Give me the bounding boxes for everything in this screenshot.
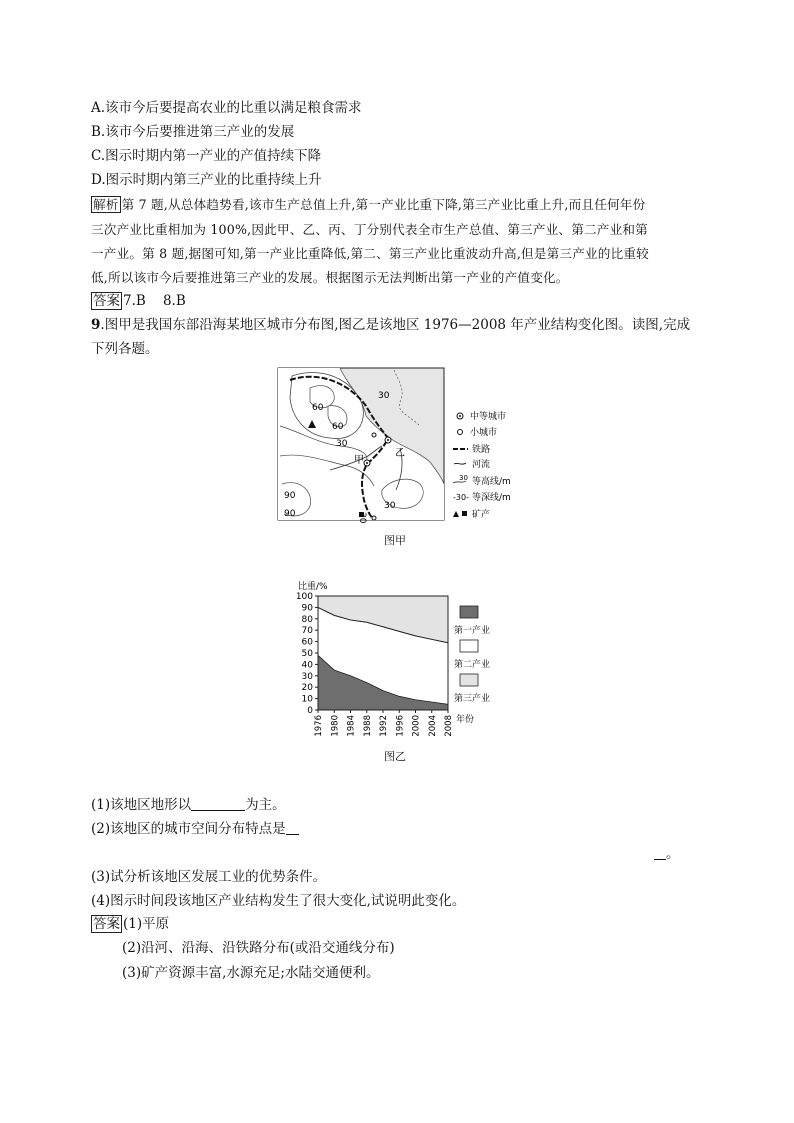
map-legend <box>453 410 511 520</box>
option-d: D.图示时期内第三产业的比重持续上升 <box>91 172 322 188</box>
option-a: A.该市今后要提高农业的比重以满足粮食需求 <box>91 100 362 116</box>
blank-2-end[interactable] <box>654 845 666 860</box>
legend-swatch <box>460 606 478 618</box>
small-city-marker <box>372 433 376 437</box>
question-2: (2)该地区的城市空间分布特点是 <box>91 820 299 838</box>
legend-swatch <box>460 674 478 686</box>
x-tick-label: 2008 <box>444 715 454 737</box>
y-tick-label: 70 <box>301 626 313 637</box>
question-4: (4)图示时间段该地区产业结构发生了很大变化,试说明此变化。 <box>91 893 466 909</box>
option-b: B.该市今后要推进第三产业的发展 <box>91 124 295 140</box>
chart-caption: 图乙 <box>384 750 406 763</box>
answer-7-8: 答案 7.B 8.B <box>93 293 186 309</box>
question-9-line-1: 9.图甲是我国东部沿海某地区城市分布图,图乙是该地区 1976—2008 年产业结构变化图。读图,完成 <box>91 317 691 333</box>
x-tick-label: 1984 <box>346 715 357 737</box>
svg-text:铁路: 铁路 <box>472 445 491 455</box>
explanation-line-1: 解析 第 7 题,从总体趋势看,该市生产总值上升,第一产业比重下降,第三产业比重上升,而且任何年份 <box>93 197 646 212</box>
city-label-jia: 甲 <box>354 455 364 466</box>
legend-label: 第三产业 <box>454 694 491 704</box>
contour-label: 90 <box>284 491 296 501</box>
x-tick-label: 2000 <box>411 715 422 737</box>
explanation-line-2: 三次产业比重相加为 100%,因此甲、乙、丙、丁分别代表全市生产总值、第三产业、第二产业和第 <box>91 222 648 237</box>
x-tick-label: 1992 <box>379 715 389 737</box>
explanation-line-3: 一产业。第 8 题,据图可知,第一产业比重降低,第二、第三产业比重波动升高,但是第三产业的比重较 <box>91 246 649 261</box>
blank-1[interactable] <box>191 796 245 811</box>
x-tick-label: 1980 <box>330 715 341 737</box>
option-c: C.图示时期内第一产业的产值持续下降 <box>91 148 322 164</box>
y-tick-label: 90 <box>301 603 313 614</box>
question-1: (1)该地区地形以 为主。 <box>91 797 286 813</box>
svg-text:矿产: 矿产 <box>472 510 491 520</box>
legend-swatch <box>460 640 478 652</box>
contour-label: 30 <box>336 439 348 449</box>
depth-label: 30 <box>378 391 390 401</box>
y-tick-label: 30 <box>301 671 313 682</box>
answer-9-1: 答案 (1)平原 <box>93 916 170 932</box>
map-caption: 图甲 <box>384 534 406 547</box>
small-city-marker <box>372 516 376 520</box>
legend-label: 第二产业 <box>454 660 491 670</box>
svg-text:等深线/m: 等深线/m <box>472 493 511 503</box>
industry-structure-chart <box>280 576 520 746</box>
city-label-yi: 乙 <box>395 448 405 459</box>
question-3: (3)试分析该地区发展工业的优势条件。 <box>91 869 327 885</box>
explanation-line-4: 低,所以该市今后要推进第三产业的发展。根据图示无法判断出第一产业的产值变化。 <box>91 270 569 285</box>
y-tick-label: 10 <box>301 694 313 705</box>
contour-label: 60 <box>332 422 344 432</box>
depth-label: 30 <box>357 512 367 524</box>
svg-text:河流: 河流 <box>472 460 491 470</box>
contour-label: 60 <box>312 403 324 413</box>
x-tick-label: 1988 <box>362 715 373 737</box>
map-figure <box>270 366 540 526</box>
question-9-line-2: 下列各题。 <box>91 341 159 357</box>
answer-tag: 答案 <box>93 916 120 932</box>
x-tick-label: 1996 <box>395 715 406 737</box>
answer-tag: 答案 <box>93 293 120 309</box>
answer-9-3: (3)矿产资源丰富,水源充足;水陆交通便利。 <box>122 965 380 981</box>
svg-text:-30-: -30- <box>453 493 469 502</box>
svg-text:30: 30 <box>459 474 468 482</box>
y-tick-label: 40 <box>301 660 313 671</box>
legend-label: 第一产业 <box>454 626 491 636</box>
y-tick-label: 100 <box>295 592 313 602</box>
explanation-tag: 解析 <box>93 197 119 212</box>
x-tick-label: 1976 <box>314 715 324 737</box>
contour-label: 30 <box>384 501 396 511</box>
y-tick-label: 80 <box>301 614 313 625</box>
svg-text:小城市: 小城市 <box>470 428 498 438</box>
contour-label: 90 <box>284 509 296 519</box>
y-tick-label: 0 <box>307 706 313 716</box>
svg-text:等高线/m: 等高线/m <box>472 477 511 487</box>
answer-9-2: (2)沿河、沿海、沿铁路分布(或沿交通线分布) <box>122 940 395 956</box>
svg-text:中等城市: 中等城市 <box>470 412 507 422</box>
blank-2-start[interactable] <box>286 820 299 835</box>
x-axis-label: 年份 <box>456 715 475 725</box>
y-tick-label: 60 <box>301 637 313 648</box>
y-tick-label: 50 <box>301 649 313 659</box>
x-tick-label: 2004 <box>427 715 438 737</box>
y-tick-label: 20 <box>301 683 313 694</box>
question-2-end: 。 <box>654 845 680 863</box>
y-axis-label: 比重/% <box>298 582 328 592</box>
